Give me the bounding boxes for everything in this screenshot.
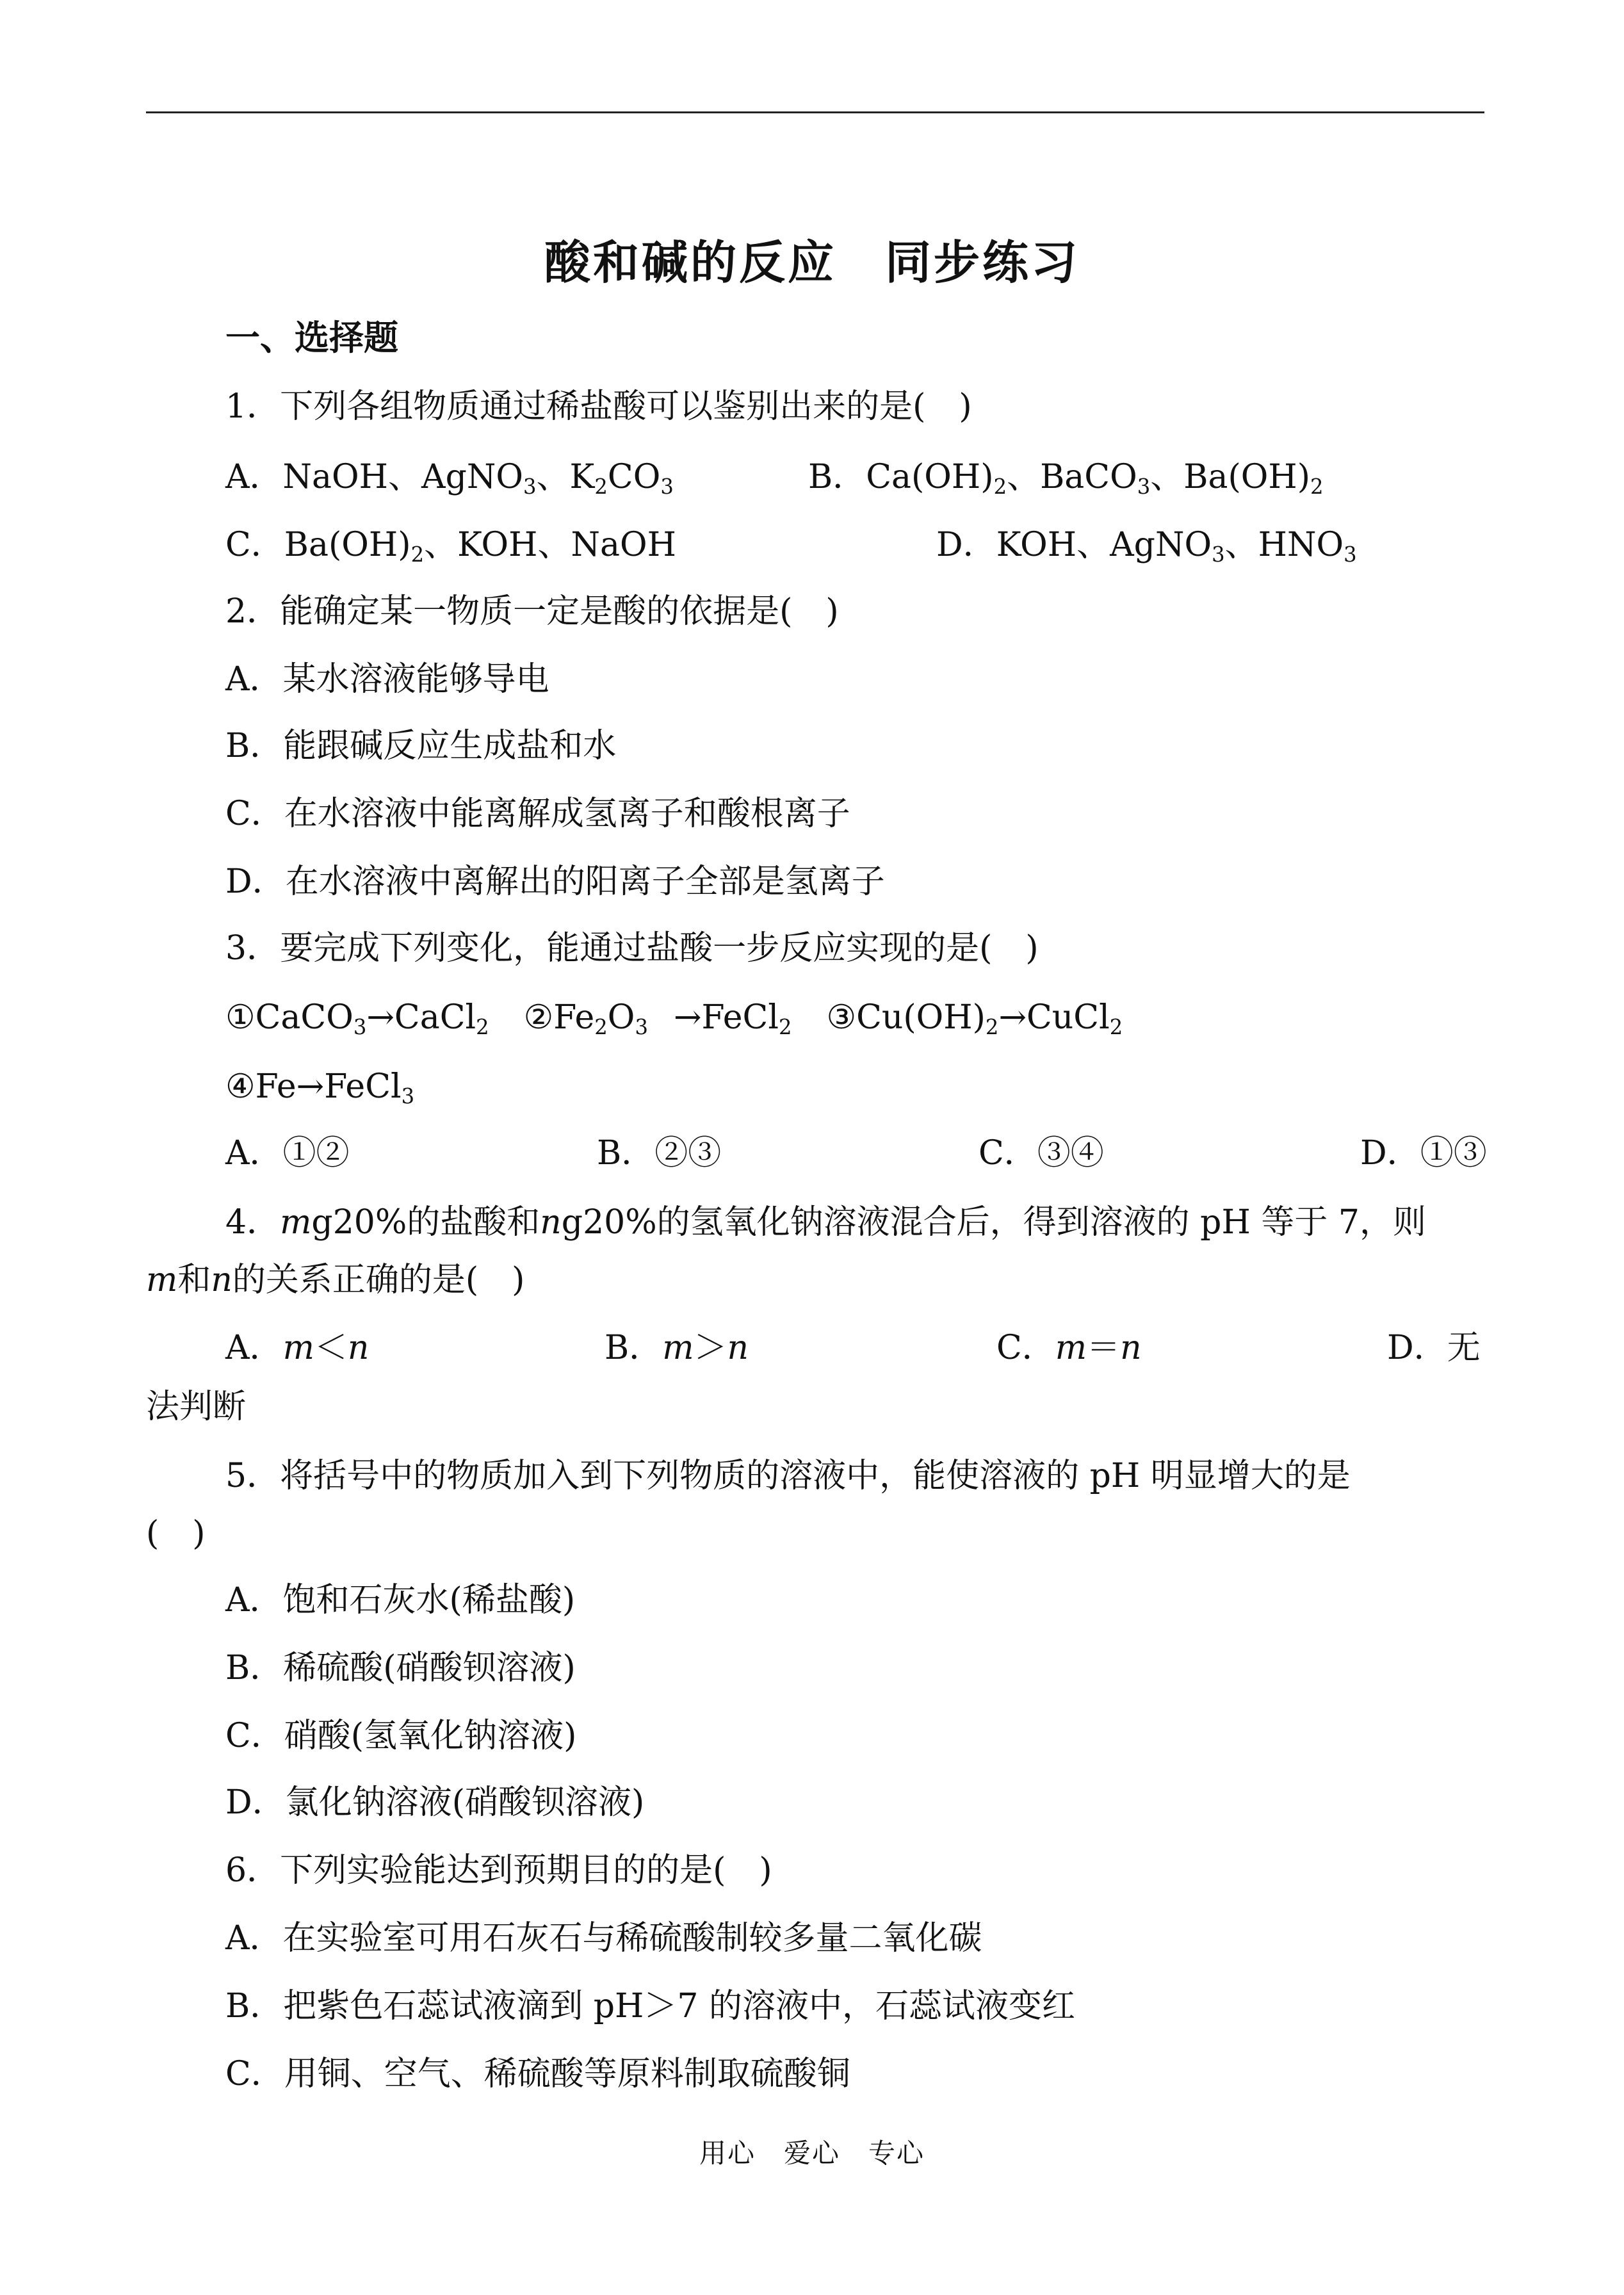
question-1-option-a: A．NaOH、AgNO$_3$、$K_2CO_3$ xyxy=(225,458,674,499)
question-4-option-a: A．m＜n xyxy=(225,1329,369,1367)
question-5-option-c: C．硝酸(氢氧化钠溶液) xyxy=(225,1717,577,1755)
question-2-stem: 2．能确定某一物质一定是酸的依据是( ) xyxy=(225,592,839,631)
question-6-option-b: B．把紫色石蕊试液滴到 pH＞7 的溶液中，石蕊试液变红 xyxy=(225,1987,1075,2025)
question-6-option-a: A．在实验室可用石灰石与稀硫酸制较多量二氧化碳 xyxy=(225,1919,982,1958)
question-5-stem: 5．将括号中的物质加入到下列物质的溶液中，能使溶液的 pH 明显增大的是 xyxy=(225,1457,1351,1495)
question-4-option-d: D．无 xyxy=(1387,1329,1481,1367)
question-2-option-d: D．在水溶液中离解出的阳离子全部是氢离子 xyxy=(225,863,885,901)
question-6-stem: 6．下列实验能达到预期目的的是( ) xyxy=(225,1851,772,1890)
question-2-option-a: A．某水溶液能够导电 xyxy=(225,660,549,699)
question-3-option-a: A．①② xyxy=(225,1134,350,1172)
question-6-option-c: C．用铜、空气、稀硫酸等原料制取硫酸铜 xyxy=(225,2055,850,2093)
question-1-option-c: C．$Ba(OH)_2$、KOH、NaOH xyxy=(225,526,676,567)
question-2-option-b: B．能跟碱反应生成盐和水 xyxy=(225,727,617,765)
question-3-option-b: B．②③ xyxy=(597,1134,722,1172)
question-1-stem: 1．下列各组物质通过稀盐酸可以鉴别出来的是( ) xyxy=(225,387,972,426)
question-5-paren: ( ) xyxy=(146,1514,206,1553)
page-footer: 用心 爱心 专心 xyxy=(699,2137,925,2169)
question-4-option-b: B．m＞n xyxy=(605,1329,749,1367)
question-5-option-a: A．饱和石灰水(稀盐酸) xyxy=(225,1581,576,1619)
section-heading: 一、选择题 xyxy=(225,317,398,358)
question-5-option-b: B．稀硫酸(硝酸钡溶液) xyxy=(225,1649,576,1687)
question-5-option-d: D．氯化钠溶液(硝酸钡溶液) xyxy=(225,1783,645,1822)
page-title: 酸和碱的反应 同步练习 xyxy=(544,235,1080,289)
question-1-option-b: B．$Ca(OH)_2$、BaCO$_3$、$Ba(OH)_2$ xyxy=(808,458,1324,499)
question-3-option-d: D．①③ xyxy=(1360,1134,1487,1172)
question-3-stem: 3．要完成下列变化，能通过盐酸一步反应实现的是( ) xyxy=(225,929,1039,968)
question-4-option-d-cont: 法判断 xyxy=(146,1388,247,1426)
question-2-option-c: C．在水溶液中能离解成氢离子和酸根离子 xyxy=(225,795,850,833)
question-4-stem-cont: m和n的关系正确的是( ) xyxy=(146,1261,525,1299)
question-1-option-d: D．KOH、AgNO$_3$、$HNO_3$ xyxy=(936,526,1357,567)
question-3-reaction-4: ④Fe→FeCl$_3$ xyxy=(225,1067,415,1109)
question-4-option-c: C．m＝n xyxy=(996,1329,1142,1367)
question-3-reactions: ①CaCO$_3$→CaCl$_2$ $②Fe_2O_3$ →FeCl$_2$ $③Cu(OH)_2\to CuCl_2$ xyxy=(225,998,1123,1040)
question-3-option-c: C．③④ xyxy=(978,1134,1104,1172)
question-4-stem: 4．mg20%的盐酸和ng20%的氢氧化钠溶液混合后，得到溶液的 pH 等于 7，则 xyxy=(225,1203,1426,1242)
header-rule xyxy=(146,111,1484,113)
